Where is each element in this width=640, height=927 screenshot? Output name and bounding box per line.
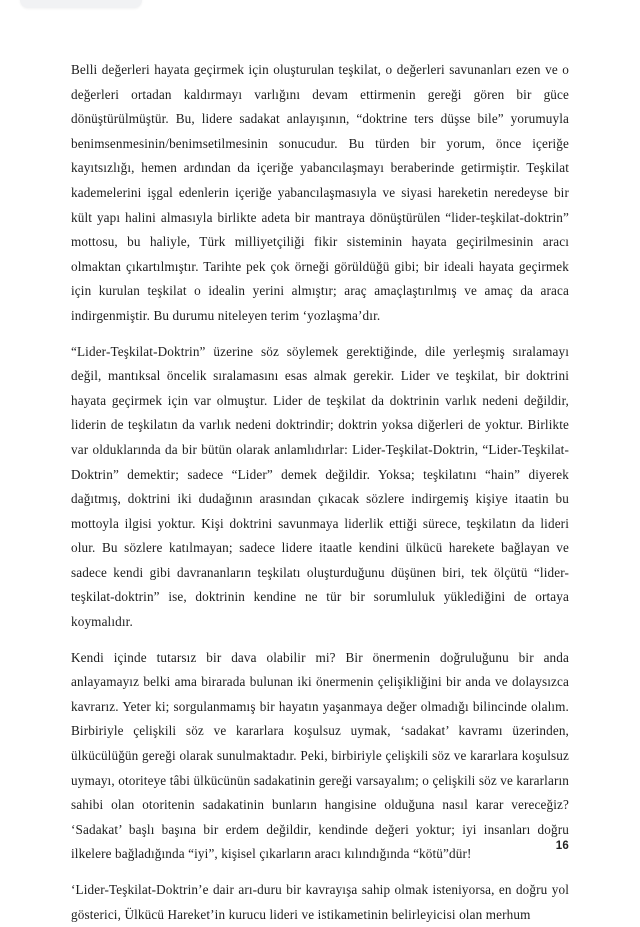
- paragraph-1: Belli değerleri hayata geçirmek için oluşturulan teşkilat, o değerleri savunanları ezen ve o değerleri ortadan kaldırmayı varlığını devam ettirmenin gereği gören bir güce dönüştürülmüştür. Bu, lidere sadakat anlayışının, “doktrine ters düşse bile” yorumuyla benimsenmesinin/benimsetilmesinin sonucudur. Bu türden bir yorum, önce içeriğe kayıtsızlığı, hemen ardından da içeriğe yabancılaşmayı beraberinde getirmiştir. Teşkilat kademelerini işgal edenlerin içeriğe yabancılaşmasıyla ve siyasi hareketin neredeyse bir kült yapı halini almasıyla birlikte adeta bir mantraya dönüştürülen “lider-teşkilat-doktrin” mottosu, bu haliyle, Türk milliyetçiliği fikir sisteminin hayata geçirilmesinin aracı olmaktan çıkartılmıştır. Tarihte pek çok örneği görüldüğü gibi; bir ideali hayata geçirmek için kurulan teşkilat o idealin yerini almıştır; araç amaçlaştırılmış ve amaç da araca indirgenmiştir. Bu durumu niteleyen terim ‘yozlaşma’dır.: [71, 62, 569, 323]
- page-number: 16: [555, 840, 569, 852]
- cropped-toolbar-chip[interactable]: [20, 0, 142, 8]
- paragraph-4: ‘Lider-Teşkilat-Doktrin’e dair arı-duru bir kavrayışa sahip olmak isteniyorsa, en doğru yol gösterici, Ülkücü Hareket’in kurucu lideri ve istikametinin belirleyicisi olan merhum: [71, 882, 569, 922]
- paragraph-2: “Lider-Teşkilat-Doktrin” üzerine söz söylemek gerektiğinde, dile yerleşmiş sıralamayı değil, mantıksal öncelik sıralamasını esas almak gerekir. Lider ve teşkilat, bir doktrini hayata geçirmek için var olmuştur. Lider de teşkilat da doktrinin varlık nedeni değildir, liderin de teşkilatın da varlık nedeni doktrindir; doktrin yoksa diğerleri de yoktur. Birlikte var olduklarında da bir bütün olarak anlamlıdırlar: Lider-Teşkilat-Doktrin, “Lider-Teşkilat-Doktrin” demektir; sadece “Lider” demek değildir. Yoksa; teşkilatını “hain” diyerek dağıtmış, doktrini iki dudağının arasından çıkacak sözlere indirgemiş kişiye itaatin bu mottoyla ilgisi yoktur. Kişi doktrini savunmaya liderlik ettiği sürece, teşkilatın da lideri olur. Bu sözlere katılmayan; sadece lidere itaatle kendini ülkücü harekete bağlayan ve sadece kendi gibi davrananların teşkilatı oluşturduğunu düşünen biri, tek ölçütü “lider-teşkilat-doktrin” ise, doktrinin kendine ne tür bir sorumluluk yüklediğini de ortaya koymalıdır.: [71, 343, 569, 630]
- page-text-body: [71, 58, 569, 927]
- paragraph-3: Kendi içinde tutarsız bir dava olabilir mi? Bir önermenin doğruluğunu bir anda anlayamayız belki ama birarada bulunan iki önermenin çelişikliğini bir anda ve dolaysızca kavrarız. Yeter ki; sorgulanmamış bir hayatın yaşanmaya değer olmadığı bilincinde olalım. Birbiriyle çelişkili söz ve kararlara koşulsuz uymak, ‘sadakat’ kavramı üzerinden, ülkücülüğün gereği olarak sunulmaktadır. Peki, birbiriyle çelişkili söz ve kararlara koşulsuz uymayı, otoriteye tâbi ülkücünün sadakatinin gereği varsayalım; o çelişkili söz ve kararların sahibi olan otoritenin sadakatinin bunların hangisine olduğuna nasıl karar vereceğiz? ‘Sadakat’ başlı başına bir erdem değildir, kendinde değeri yoktur; iyi insanları doğru ilkelere bağladığında “iyi”, kişisel çıkarların aracı kılındığında “kötü”dür!: [71, 649, 569, 862]
